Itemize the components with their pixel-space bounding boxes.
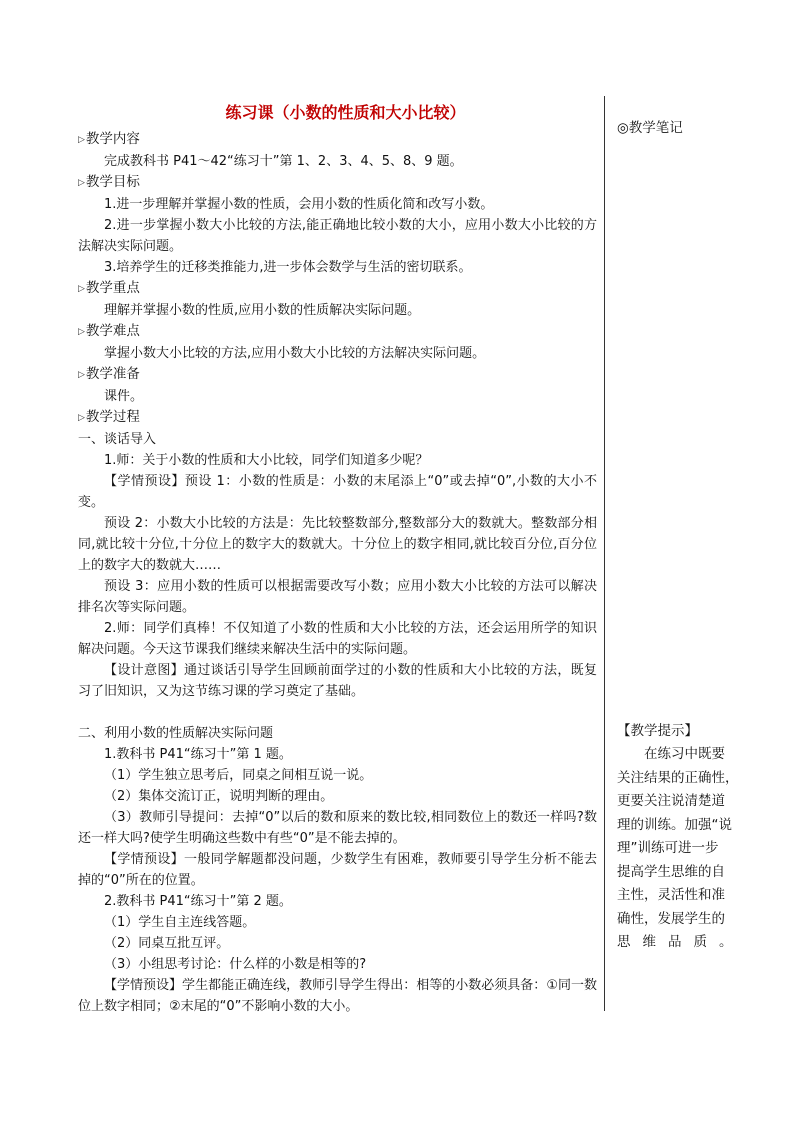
paragraph: 1.师：关于小数的性质和大小比较，同学们知道多少呢？ [104, 453, 429, 468]
page-title: 练习课（小数的性质和大小比较） [225, 103, 466, 122]
section-heading-text: 教学准备 [85, 366, 140, 382]
paragraph: 【学情预设】一般同学解题都没问题，少数学生有困难，教师要引导学生分析不能去掉的“0”所在的位置。 [78, 852, 597, 888]
teaching-tip-line: 主性，灵活性和准 [617, 887, 725, 903]
paragraph: 预设 3：应用小数的性质可以根据需要改写小数；应用小数大小比较的方法可以解决排名次等实际问题。 [78, 579, 597, 615]
paragraph: （3）教师引导提问：去掉“0”以后的数和原来的数比较,相同数位上的数还一样吗?数还一样大吗?使学生明确这些数中有些“0”是不能去掉的。 [78, 810, 597, 846]
paragraph: （2）同桌互批互评。 [104, 936, 230, 951]
paragraph: 1.进一步理解并掌握小数的性质，会用小数的性质化简和改写小数。 [104, 197, 494, 212]
section-heading [78, 407, 597, 429]
teaching-tip-line: 思维品质。 [617, 934, 745, 950]
section-heading-text: 教学过程 [85, 409, 140, 425]
paragraph: 2.教科书 P41“练习十”第 2 题。 [104, 894, 292, 909]
teaching-tip-line: 提高学生思维的自 [617, 863, 725, 880]
paragraph: （2）集体交流订正，说明判断的理由。 [104, 789, 334, 804]
paragraph: 3.培养学生的迁移类推能力,进一步体会数学与生活的密切联系。 [104, 260, 472, 275]
column-divider [604, 96, 605, 1011]
section-heading [78, 172, 597, 194]
paragraph: 【学情预设】学生都能正确连线，教师引导学生得出：相等的小数必须具备：①同一数位上数字相同；②末尾的“0”不影响小数的大小。 [78, 978, 597, 1014]
section-heading [78, 129, 597, 151]
step-heading: 一、谈话导入 [78, 432, 157, 447]
paragraph: 【学情预设】预设 1：小数的性质是：小数的末尾添上“0”或去掉“0”,小数的大小不变。 [78, 474, 597, 510]
paragraph: 完成教科书 P41～42“练习十”第 1、2、3、4、5、8、9 题。 [104, 154, 463, 169]
paragraph: 预设 2：小数大小比较的方法是：先比较整数部分,整数部分大的数就大。整数部分相同,就比较十分位,十分位上的数字大的数就大。十分位上的数字相同,就比较百分位,百分位上的数字大的数就大…… [78, 516, 597, 573]
paragraph: 2.进一步掌握小数大小比较的方法,能正确地比较小数的大小，应用小数大小比较的方法解决实际问题。 [78, 218, 597, 254]
triangle-marker-icon: ▷ [78, 135, 85, 145]
teaching-tip-box [617, 720, 772, 955]
teaching-tip-title: 【教学提示】 [617, 723, 698, 739]
paragraph: 1.教科书 P41“练习十”第 1 题。 [104, 747, 292, 762]
paragraph: 理解并掌握小数的性质,应用小数的性质解决实际问题。 [104, 303, 421, 318]
teaching-tip-line: 理”训练可进一步 [617, 840, 719, 856]
step-heading: 二、利用小数的性质解决实际问题 [78, 726, 274, 741]
section-heading-text: 教学重点 [85, 280, 140, 296]
paragraph: 掌握小数大小比较的方法,应用小数大小比较的方法解决实际问题。 [104, 346, 486, 361]
section-heading [78, 278, 597, 300]
section-heading-text: 教学内容 [85, 131, 140, 147]
paragraph: （1）学生自主连线答题。 [104, 915, 256, 930]
triangle-marker-icon: ▷ [78, 284, 85, 294]
teaching-tip-line: 在练习中既要 [644, 746, 725, 762]
teaching-tip-line: 理的训练。加强“说 [617, 816, 732, 833]
paragraph: 2.师：同学们真棒！不仅知道了小数的性质和大小比较的方法，还会运用所学的知识解决问题。今天这节课我们继续来解决生活中的实际问题。 [78, 621, 597, 657]
teaching-tip-line: 更要关注说清楚道 [617, 793, 725, 809]
teaching-notes-column [617, 118, 772, 955]
teaching-tip-text [617, 743, 772, 955]
blank-line [78, 702, 597, 723]
paragraph: 课件。 [104, 389, 144, 404]
section-heading-text: 教学难点 [85, 323, 140, 339]
teaching-tip-line: 关注结果的正确性， [617, 769, 739, 786]
triangle-marker-icon: ▷ [78, 327, 85, 337]
lesson-content [78, 129, 597, 1017]
teaching-notes-heading: ◎教学笔记 [617, 120, 683, 136]
paragraph: （3）小组思考讨论：什么样的小数是相等的? [104, 957, 367, 972]
triangle-marker-icon: ▷ [78, 413, 85, 423]
section-heading [78, 321, 597, 343]
paragraph: 【设计意图】通过谈话引导学生回顾前面学过的小数的性质和大小比较的方法，既复习了旧知识，又为这节练习课的学习奠定了基础。 [78, 663, 597, 699]
triangle-marker-icon: ▷ [78, 178, 85, 188]
section-heading-text: 教学目标 [85, 174, 140, 190]
triangle-marker-icon: ▷ [78, 370, 85, 380]
paragraph: （1）学生独立思考后，同桌之间相互说一说。 [104, 768, 373, 783]
section-heading [78, 364, 597, 386]
lesson-plan-body [78, 101, 597, 1017]
teaching-tip-line: 确性，发展学生的 [617, 910, 725, 927]
notes-spacer [617, 138, 772, 720]
